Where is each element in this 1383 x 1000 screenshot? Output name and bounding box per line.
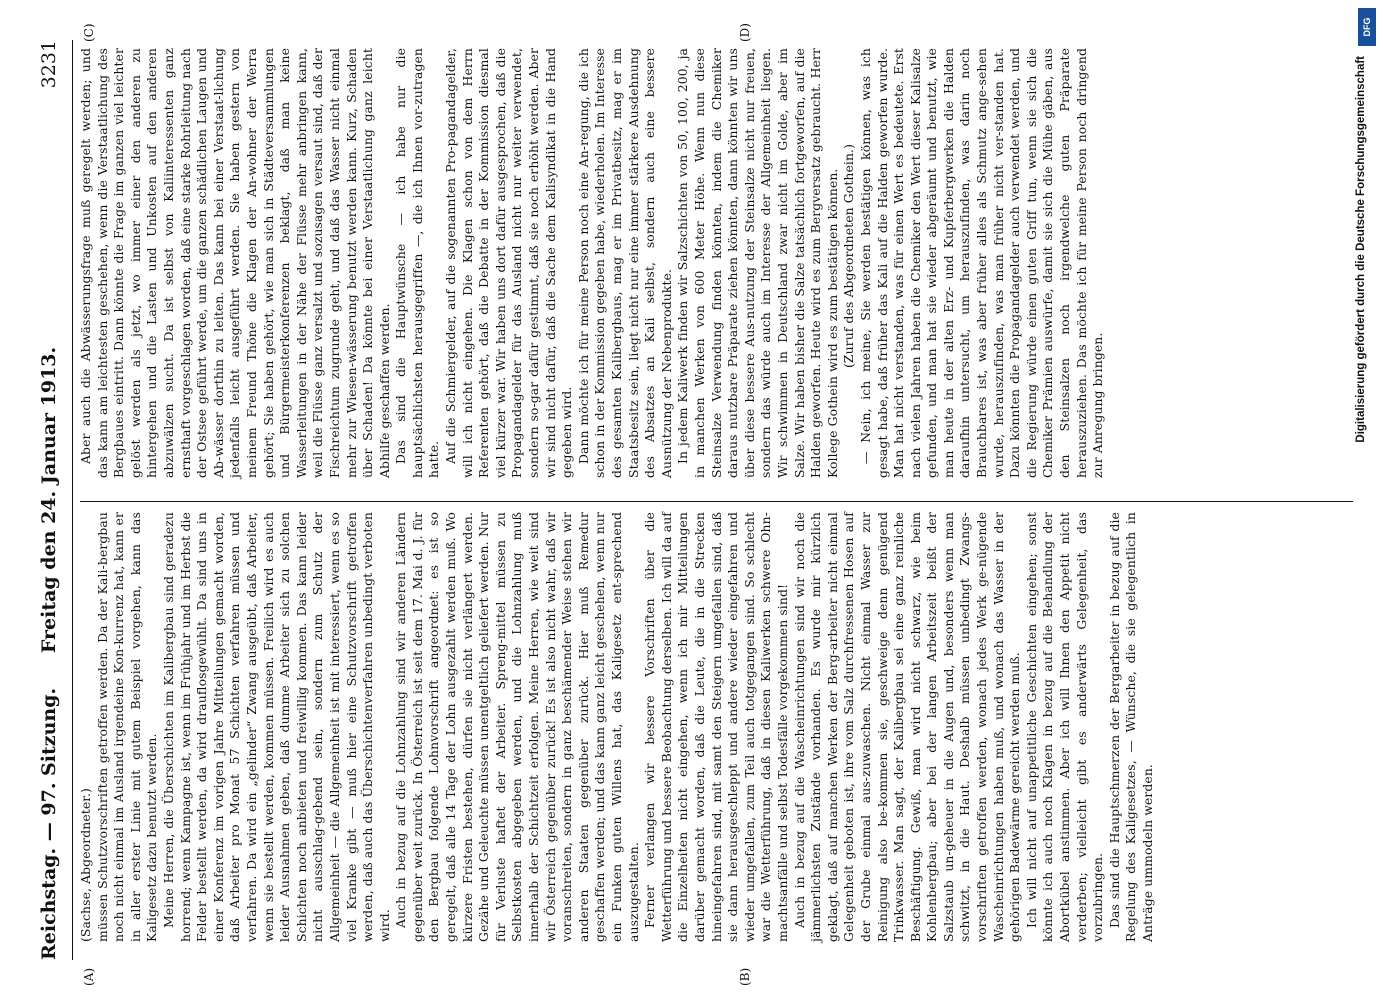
paragraph: müssen Schutzvorschriften getroffen werden. Da der Kali-bergbau noch nicht einmal im Ausland irgendeine Kon-kurrenz hat, kann er in aller erster Linie mit gutem Beispiel vorgehen, kann das Kaligesetz dazu benutzt werden. — [94, 512, 160, 942]
margin-marker-c: (C) — [82, 23, 96, 42]
margin-marker-b: (B) — [738, 967, 752, 986]
paragraph: Das sind die Hauptschmerzen der Bergarbeiter in bezug auf die Regelung des Kaligesetzes, — Wünsche, die sie gelegentlich in Anträge ummodeln werden. — [1106, 512, 1155, 942]
paragraph: Dann möchte ich für meine Person noch eine An-regung, die ich schon in der Kommission gegeben habe, wiederholen. Im Interesse des gesamten Kalibergbaus, mag er im Privatbesitz, mag er im Staatsbesitz sein, liegt nicht nur eine immer stärkere Ausdehnung des Absatzes an Kali selbst, sondern auch eine bessere Ausnützung der Nebenprodukte. — [575, 48, 674, 478]
paragraph: Auch in bezug auf die Lohnzahlung sind wir anderen Ländern gegenüber weit zurück. In Österreich ist seit dem 17. Mai d. J. für den Bergbau folgende Lohnvorschrift angeordnet: es ist so geregelt, daß alle 14 Tage der Lohn ausgezahlt werden muß. Wo kürzere Fristen bestehen, dürfen sie nicht verlängert werden. Gezähe und Geleuchte müssen unentgeltlich geliefert werden. Nur für Verluste haftet der Arbeiter. Spreng-mittel müssen zu Selbstkosten abgegeben werden, und die Lohnzahlung muß innerhalb der Schichtzeit erfolgen. Meine Herren, wie weit sind wir Österreich gegenüber zurück! Es ist also nicht wahr, daß wir voranschreiten, sondern in ganz beschämender Weise stehen wir anderen Staaten gegenüber zurück. Hier muß Remedur geschaffen werden; und das kann ganz leicht geschehen, wenn nur ein Funken guten Willens hat, das Kaligesetz ent-sprechend auszugestalten. — [393, 512, 641, 942]
paragraph: Das sind die Hauptwünsche — ich habe nur die hauptsächlichsten herausgegriffen —, die ich Ihnen vor-zutragen hatte. — [393, 48, 442, 478]
stamp-text: Digitalisierung gefördert durch die Deutsche Forschungsgemeinschaft — [1355, 56, 1367, 443]
margin-marker-d: (D) — [738, 23, 752, 42]
header-left: Reichstag. — 97. Sitzung. — [38, 687, 60, 960]
dfg-logo — [1358, 8, 1376, 46]
margin-marker-a: (A) — [82, 967, 96, 986]
paragraph: — Nein, ich meine, Sie werden bestätigen können, was ich gesagt habe, daß früher das Kali auf die Halden geworfen wurde. Man hat nicht verstanden, was für einen Wert es bedeutete. Erst nach vielen Jahren haben die Chemiker den Wert dieser Kalisalze gefunden, und man hat sie wieder abgeräumt und benutzt, wie man heute in der alten Erz- und Kupferbergwerken die Halden daraufhin untersucht, um herauszufinden, was darin noch Brauchbares ist, was aber früher alles als Schmutz ange-sehen wurde, herauszufinden, was man früher nicht ver-standen hat. Dazu könnten die Propagandagelder auch verwendet werden, und die Regierung würde einen guten Griff tun, wenn sie sich die Chemiker Prämien auswürfe, damit sie sich die Mühe gäben, aus den Steinsalzen noch irgendwelche guten Präparate herauszuziehen. Das möchte ich für meine Person noch dringend zur Anregung bringen. — [857, 48, 1106, 478]
dfg-logo-text: DFG — [1362, 17, 1372, 37]
interjection: (Zuruf des Abgeordneten Gothein.) — [841, 143, 857, 369]
paragraph: Auch in bezug auf die Wascheinrichtungen sind wir noch die jämmerlichsten Zustände vorhanden. Es wurde mir kürzlich geklagt, daß auf manchen Werken der Berg-arbeiter nicht einmal Gelegenheit geboten ist, ihre vom Salz durchfressenen Hosen auf der Grube einmal aus-zuwaschen. Nicht einmal Wasser zur Reinigung also be-kommen sie, geschweige denn genügend Trinkwasser. Man sagt, der Kalibergbau sei eine ganz reinliche Beschäftigung. Gewiß, man wird nicht schwarz, wie beim Kohlenbergbau; aber bei der langen Arbeitszeit beißt der Salzstaub un-geheuer in die Augen und, besonders wenn man schwitzt, in die Haut. Deshalb müssen unbedingt Zwangs-vorschriften getroffen werden, wonach jedes Werk ge-nügende Wascheinrichtungen haben muß, und wonach das Wasser in der gehörigen Badewärme gereicht werden muß. — [791, 512, 1023, 942]
paragraph: Ich will nicht auf unappetitliche Geschichten eingehen; sonst könnte ich auch noch Klagen in bezug auf die Behandlung der Abortkübel anstimmen. Aber ich will Ihnen den Appetit nicht verderben; vielleicht gibt es anderwärts Gelegenheit, das vorzubringen. — [1023, 512, 1106, 942]
paragraph: Meine Herren, die Überschichten im Kalibergbau sind geradezu horrend; wenn Kampagne ist, wenn im Frühjahr und im Herbst die Felder bestellt werden, da wird drauflosgewühlt. Da sind uns in einer Konferenz im vorigen Jahre Mitteilungen gemacht worden, daß Arbeiter pro Monat 57 Schichten verfahren müssen und verfahren. Da wird ein „gelinder“ Zwang ausgeübt, daß Arbeiter, wenn sie bestellt werden, kommen müssen. Freilich wird es auch leider Ausnahmen geben, daß dumme Arbeiter sich zu solchen Schichten noch anbieten und freiwillig kommen. Das kann leider nicht ausschlag-gebend sein, sondern zum Schutz der Allgemeinheit — die Allgemeinheit ist mit interessiert, wenn es so viel Kranke gibt — muß hier eine Schutzvorschrift getroffen werden, daß auch das Überschichtenverfahren unbedingt verboten wird. — [160, 512, 392, 942]
digitization-stamp — [1346, 6, 1376, 994]
column-divider — [80, 501, 1353, 502]
text-column-left — [78, 512, 1157, 942]
paragraph: Ferner verlangen wir bessere Vorschriften über die Wetterführung und bessere Beobachtung derselben. Ich will da auf die Einzelheiten nicht eingehen, wenn ich mir Mitteilungen darüber gemacht worden, daß die Leute, die in die Strecken hineingefahren sind, mit samt den Steigern umgefallen sind, daß sie dann herausgeschleppt und andere wieder eingefahren und wieder umgefallen, zum Teil auch totgegangen sind. So schlecht war die Wetterführung, daß in diesen Kaliwerken schwere Ohn-machtsanfälle und selbst Todesfälle vorgekommen sind! — [642, 512, 790, 942]
header-date: Freitag den 24. Januar 1913. — [38, 346, 60, 654]
page-header — [38, 40, 68, 960]
speaker-line: (Sachse, Abgeordneter.) — [78, 788, 93, 942]
page-number: 3231 — [38, 40, 60, 89]
paragraph: Aber auch die Abwässerungsfrage muß geregelt werden; und das kann am leichtesten geschehen, wenn die Verstaatlichung des Bergbaues eintritt. Dann könnte die Frage im ganzen viel leichter gelöst werden als jetzt, wo immer einer den anderen zu hintergehen und die Lasten und Unkosten auf den anderen abzuwälzen sucht. Da ist selbst von Kaliinteressenten ganz ernsthaft vorgeschlagen worden, daß eine starke Rohrleitung nach der Ostsee geführt werde, um die ganzen schädlichen Laugen und Ab-wässer dorthin zu leiten. Das kann bei einer Verstaat-lichung jedenfalls leicht ausgeführt werden. Sie haben gestern von meinem Freund Thöne die Klagen der An-wohner der Werra gehört; Sie haben gehört, wie man sich in Städteversammlungen und Bürgermeisterkonferenzen beklagt, daß man keine Wasserleitungen in der Nähe der Flüsse mehr anbringen kann, weil die Flüsse ganz versalzt und sozusagen versaut sind, daß der Fischreichtum zugrunde geht, und daß das Wasser nicht einmal mehr zur Wiesen-wässerung benutzt werden kann. Kurz, Schaden über Schaden! Da könnte bei einer Verstaatlichung ganz leicht Abhilfe geschaffen werden. — [78, 48, 392, 478]
text-column-right — [78, 48, 1107, 478]
header-rule — [72, 40, 73, 960]
paragraph: In jedem Kaliwerk finden wir Salzschichten von 50, 100, 200, ja in manchen Werken von 600 Meter Höhe. Wenn nun diese Steinsalze Verwendung finden könnten, indem die Chemiker daraus nutzbare Präparate ziehen könnten, dann könnten wir uns über diese bessere Aus-nutzung der Steinsalze nicht nur freuen, sondern das würde auch im Interesse der Allgemeinheit liegen. Wir schwimmen in Deutschland zwar nicht im Golde, aber im Salze. Wir haben bisher die Salze tatsächlich fortgeworfen, auf die Halden geworfen. Heute wird es zum Bergversatz gebraucht. Herr Kollege Gothein wird es zum bestätigen können. — [675, 48, 840, 478]
paragraph: Auf die Schmiergelder, auf die sogenannten Pro-pagandagelder, will ich nicht eingehen. Die Klagen schon von dem Herrn Referenten gehört, daß die Debatte in der Kommission diesmal viel kürzer war. Wir haben uns dort dafür ausgesprochen, daß die Propagandagelder für das Ausland nicht nur weiter verwendet, sondern so-gar dafür gestimmt, daß sie noch erhöht werden. Aber wir sind nicht dafür, daß die Sache dem Kalisyndikat in die Hand gegeben wird. — [443, 48, 575, 478]
